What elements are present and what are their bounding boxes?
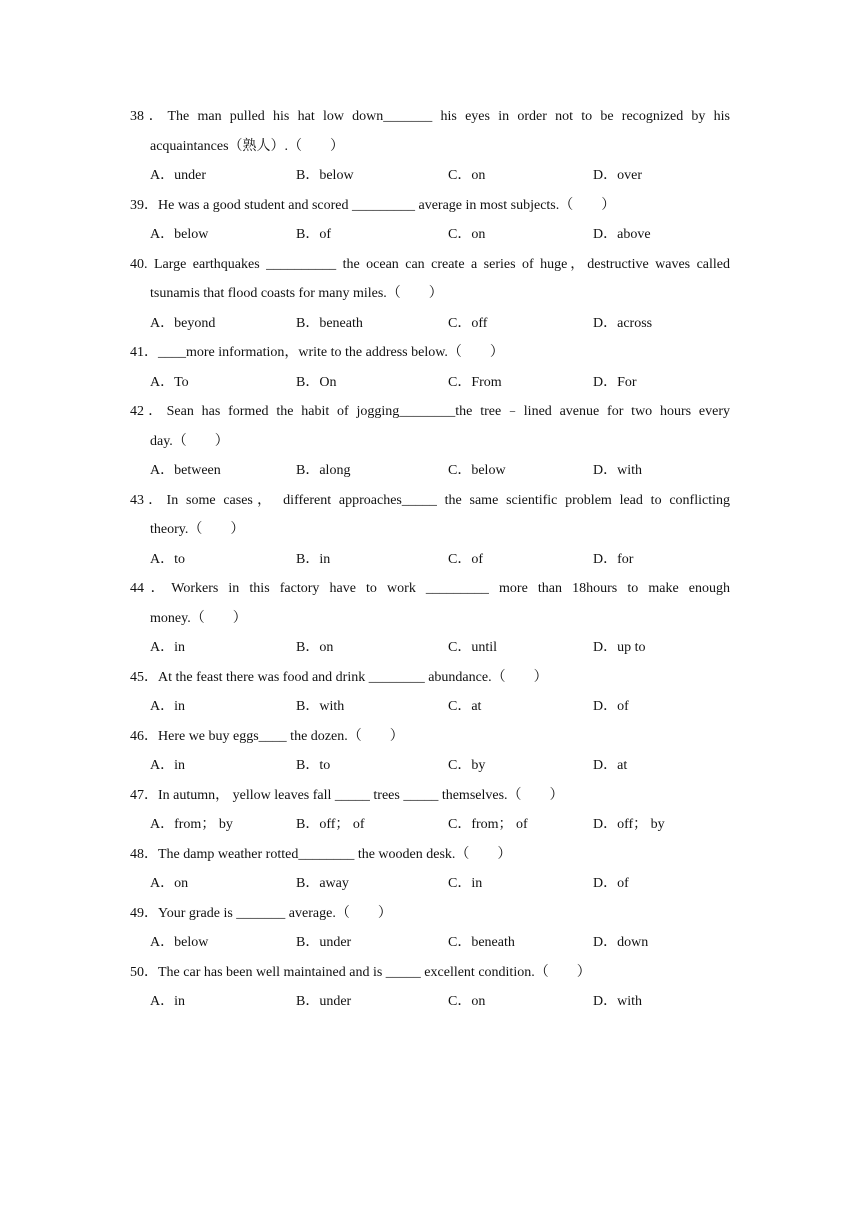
question-stem: 45．At the feast there was food and drink ________ abundance.（ ） bbox=[130, 669, 548, 685]
answer-options bbox=[130, 692, 730, 722]
answer-options bbox=[130, 309, 730, 339]
question-50 bbox=[130, 958, 730, 1017]
option-a[interactable]: A．from； by bbox=[150, 817, 233, 832]
question-46 bbox=[130, 722, 730, 781]
option-a[interactable]: A．below bbox=[150, 227, 209, 242]
question-stem-continued: theory.（ ） bbox=[150, 522, 245, 537]
question-stem: 43．In some cases， different approaches_____ the same scientific problem lead to conflicting bbox=[130, 492, 730, 508]
question-44 bbox=[130, 574, 730, 663]
option-b[interactable]: B．of bbox=[296, 227, 331, 242]
question-stem-continued: tsunamis that flood coasts for many miles.（ ） bbox=[150, 286, 443, 301]
option-c[interactable]: C．on bbox=[448, 994, 486, 1009]
option-d[interactable]: D．of bbox=[593, 699, 629, 714]
question-list bbox=[130, 102, 730, 1017]
option-a[interactable]: A．under bbox=[150, 168, 206, 183]
option-d[interactable]: D．at bbox=[593, 758, 628, 773]
option-a[interactable]: A．below bbox=[150, 935, 209, 950]
question-38 bbox=[130, 102, 730, 191]
option-d[interactable]: D．across bbox=[593, 315, 653, 331]
option-b[interactable]: B．away bbox=[296, 876, 349, 891]
option-d[interactable]: D．down bbox=[593, 935, 649, 950]
answer-options bbox=[130, 456, 730, 486]
option-a[interactable]: A．on bbox=[150, 876, 189, 891]
answer-options bbox=[130, 928, 730, 958]
answer-options bbox=[130, 368, 730, 398]
answer-options bbox=[130, 751, 730, 781]
question-stem-continued: acquaintances（熟人）.（ ） bbox=[150, 138, 345, 154]
option-d[interactable]: D．with bbox=[593, 463, 642, 478]
answer-options bbox=[130, 987, 730, 1017]
option-c[interactable]: C．on bbox=[448, 168, 486, 183]
option-c[interactable]: C．of bbox=[448, 551, 483, 567]
option-b[interactable]: B．beneath bbox=[296, 315, 363, 331]
option-c[interactable]: C．by bbox=[448, 758, 486, 773]
option-a[interactable]: A．in bbox=[150, 994, 185, 1009]
option-a[interactable]: A．between bbox=[150, 463, 221, 478]
option-c[interactable]: C．below bbox=[448, 463, 506, 478]
option-d[interactable]: D．with bbox=[593, 994, 642, 1009]
question-stem: 39．He was a good student and scored _________ average in most subjects.（ ） bbox=[130, 197, 616, 213]
option-d[interactable]: D．of bbox=[593, 876, 629, 891]
question-48 bbox=[130, 840, 730, 899]
option-c[interactable]: C．on bbox=[448, 227, 486, 242]
question-40 bbox=[130, 250, 730, 339]
question-stem: 40. Large earthquakes __________ the ocean can create a series of huge，destructive waves called bbox=[130, 256, 730, 272]
option-d[interactable]: D．above bbox=[593, 227, 651, 242]
answer-options bbox=[130, 545, 730, 575]
option-c[interactable]: C．until bbox=[448, 640, 498, 655]
option-d[interactable]: D．off； by bbox=[593, 817, 665, 832]
question-stem: 44．Workers in this factory have to work _________ more than 18hours to make enough bbox=[130, 581, 730, 596]
question-stem: 42．Sean has formed the habit of jogging________the tree﹣lined avenue for two hours every bbox=[130, 404, 730, 419]
option-b[interactable]: B．below bbox=[296, 168, 354, 183]
question-stem: 47．In autumn， yellow leaves fall _____ trees _____ themselves.（ ） bbox=[130, 787, 564, 803]
question-39 bbox=[130, 191, 730, 250]
option-c[interactable]: C．off bbox=[448, 315, 488, 331]
option-d[interactable]: D．over bbox=[593, 168, 642, 183]
option-c[interactable]: C．in bbox=[448, 876, 483, 891]
question-45 bbox=[130, 663, 730, 722]
option-d[interactable]: D．up to bbox=[593, 640, 646, 655]
option-a[interactable]: A．in bbox=[150, 640, 185, 655]
option-b[interactable]: B．with bbox=[296, 699, 345, 714]
option-a[interactable]: A．To bbox=[150, 374, 189, 390]
question-47 bbox=[130, 781, 730, 840]
option-b[interactable]: B．to bbox=[296, 758, 331, 773]
option-a[interactable]: A．beyond bbox=[150, 315, 216, 331]
option-b[interactable]: B．along bbox=[296, 463, 351, 478]
option-b[interactable]: B．on bbox=[296, 640, 334, 655]
answer-options bbox=[130, 869, 730, 899]
option-c[interactable]: C．from； of bbox=[448, 817, 528, 832]
question-stem-continued: day.（ ） bbox=[150, 433, 229, 449]
question-stem-continued: money.（ ） bbox=[150, 610, 247, 626]
question-stem: 50．The car has been well maintained and is _____ excellent condition.（ ） bbox=[130, 964, 591, 980]
question-stem: 41．____more information，write to the address below.（ ） bbox=[130, 345, 504, 360]
option-b[interactable]: B．On bbox=[296, 374, 337, 390]
question-stem: 49．Your grade is _______ average.（ ） bbox=[130, 905, 392, 921]
answer-options bbox=[130, 810, 730, 840]
option-b[interactable]: B．under bbox=[296, 935, 352, 950]
question-42 bbox=[130, 397, 730, 486]
option-b[interactable]: B．off； of bbox=[296, 817, 365, 832]
option-d[interactable]: D．for bbox=[593, 551, 634, 567]
answer-options bbox=[130, 633, 730, 663]
question-41 bbox=[130, 338, 730, 397]
answer-options bbox=[130, 220, 730, 250]
option-a[interactable]: A．in bbox=[150, 758, 185, 773]
question-43 bbox=[130, 486, 730, 575]
option-b[interactable]: B．in bbox=[296, 551, 331, 567]
question-stem: 48．The damp weather rotted________ the wooden desk.（ ） bbox=[130, 846, 512, 862]
question-49 bbox=[130, 899, 730, 958]
answer-options bbox=[130, 161, 730, 191]
question-stem: 38．The man pulled his hat low down_______ his eyes in order not to be recognized by his bbox=[130, 109, 730, 124]
option-b[interactable]: B．under bbox=[296, 994, 352, 1009]
option-c[interactable]: C．beneath bbox=[448, 935, 515, 950]
option-a[interactable]: A．to bbox=[150, 551, 185, 567]
question-stem: 46．Here we buy eggs____ the dozen.（ ） bbox=[130, 728, 404, 744]
option-d[interactable]: D．For bbox=[593, 374, 637, 390]
option-c[interactable]: C．at bbox=[448, 699, 482, 714]
option-c[interactable]: C．From bbox=[448, 374, 502, 390]
option-a[interactable]: A．in bbox=[150, 699, 185, 714]
